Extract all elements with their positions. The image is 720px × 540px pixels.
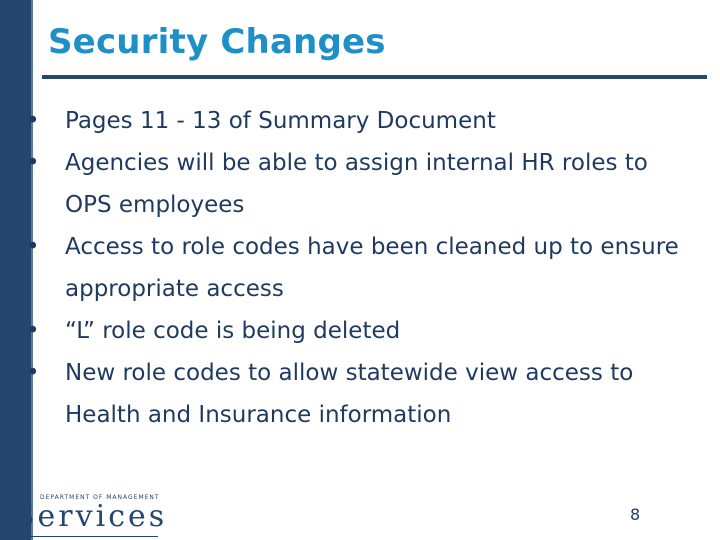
bullet-text: “L” role code is being deleted — [65, 318, 401, 344]
bullet-item — [26, 352, 686, 436]
logo-underline — [14, 536, 158, 537]
page-number: 8 — [630, 505, 641, 524]
logo-department-text: DEPARTMENT OF MANAGEMENT — [40, 494, 160, 501]
bullet-list — [26, 100, 686, 436]
bullet-text: Pages 11 - 13 of Summary Document — [65, 108, 496, 134]
bullet-item — [26, 310, 686, 352]
bullet-icon: • — [26, 108, 40, 134]
bullet-text: Access to role codes have been cleaned up to ensure appropriate access — [65, 234, 679, 302]
department-logo — [10, 490, 168, 538]
bullet-item — [26, 142, 686, 226]
bullet-icon: • — [26, 360, 40, 386]
bullet-icon: • — [26, 234, 40, 260]
slide-title: Security Changes — [48, 22, 386, 62]
bullet-text: New role codes to allow statewide view access to Health and Insurance information — [65, 360, 634, 428]
bullet-icon: • — [26, 150, 40, 176]
bullet-icon: • — [26, 318, 40, 344]
logo-wordmark: Services — [14, 499, 168, 534]
title-underline — [42, 75, 707, 79]
bullet-text: Agencies will be able to assign internal HR roles to OPS employees — [65, 150, 648, 218]
bullet-item — [26, 226, 686, 310]
bullet-item — [26, 100, 686, 142]
